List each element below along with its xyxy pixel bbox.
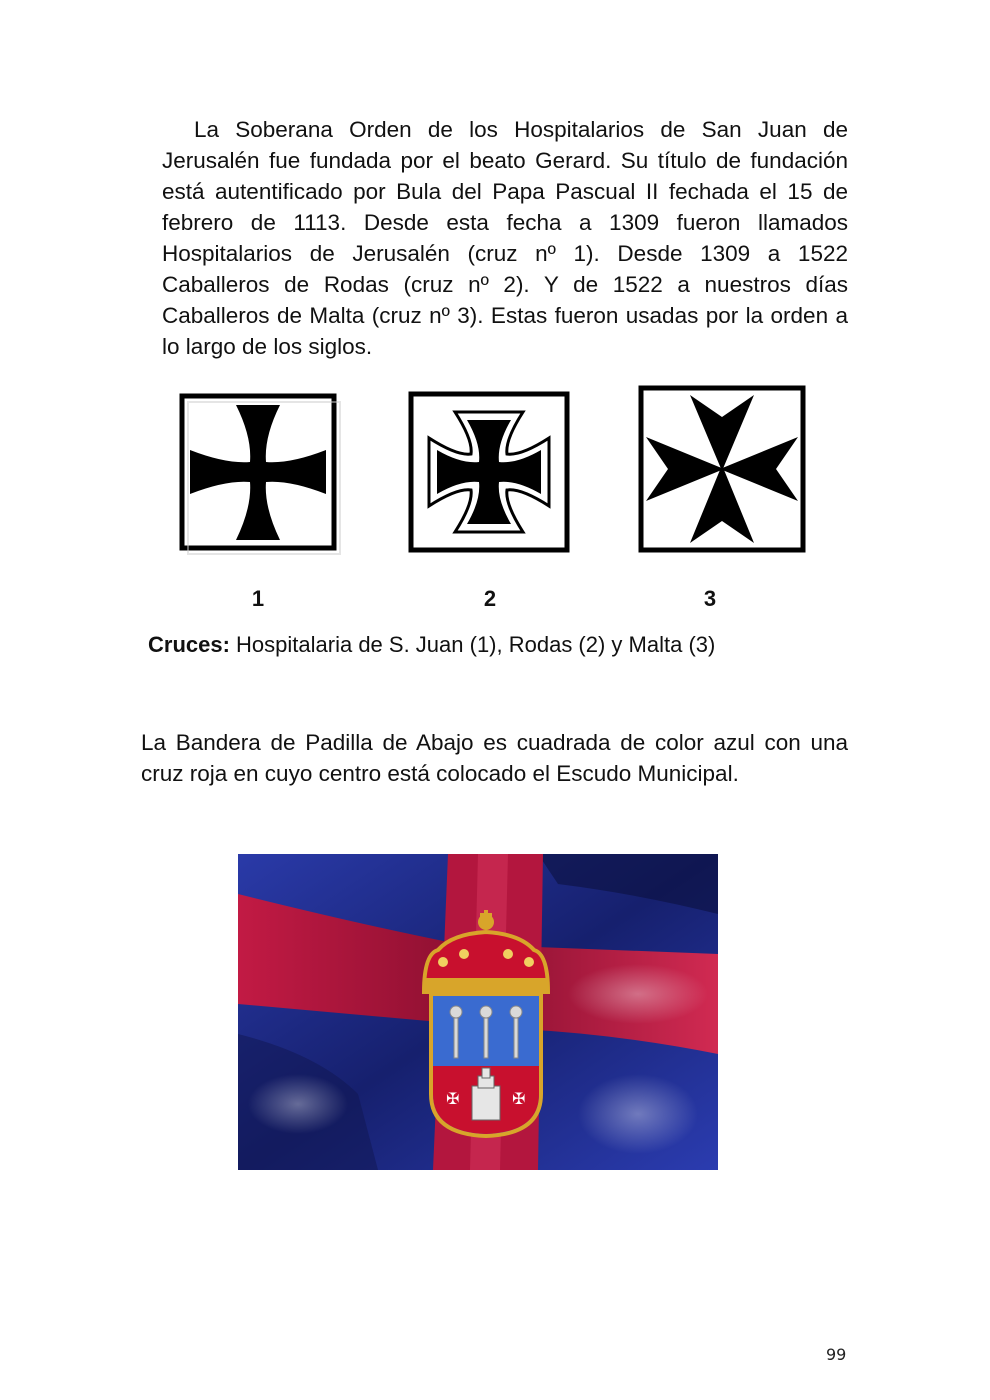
- flag-photo: [238, 854, 718, 1170]
- cross-label-1: 1: [251, 586, 265, 611]
- flag-image: [238, 854, 718, 1170]
- cross-label-3: 3: [703, 586, 717, 611]
- cross-3-figure: [638, 385, 806, 553]
- figure-caption: [148, 632, 715, 658]
- svg-text:✠: ✠: [512, 1089, 526, 1108]
- coat-of-arms: [424, 910, 548, 1136]
- iron-cross-icon: [407, 390, 571, 554]
- cross-label-2: 2: [483, 586, 497, 611]
- paragraph-hospitalarios: La Soberana Orden de los Hospitalarios de San Juan de Jerusalén fue fundada por el beato Gerard. Su título de fundación está autentificado por Bula del Papa Pascual II fechada el 15 de febrero de 1113. Desde esta fecha a 1309 fueron llamados Hospitalarios de Jerusalén (cruz nº 1). Desde 1309 a 1522 Caballeros de Rodas (cruz nº 2). Y de 1522 a nuestros días Caballeros de Malta (cruz nº 3). Estas fueron usadas por la orden a lo largo de los siglos.: [162, 117, 848, 359]
- cross-1-figure: [178, 392, 342, 556]
- cross-2-figure: [407, 390, 571, 554]
- paragraph-bandera: La Bandera de Padilla de Abajo es cuadrada de color azul con una cruz roja en cuyo centro está colocado el Escudo Municipal.: [141, 730, 848, 786]
- page-number: 99: [826, 1345, 847, 1364]
- svg-text:✠: ✠: [446, 1089, 460, 1108]
- caption-text: Hospitalaria de S. Juan (1), Rodas (2) y Malta (3): [229, 632, 716, 657]
- caption-bold: Cruces:: [148, 632, 230, 657]
- cross-pattee-icon: [178, 392, 342, 556]
- maltese-cross-icon: [638, 385, 806, 553]
